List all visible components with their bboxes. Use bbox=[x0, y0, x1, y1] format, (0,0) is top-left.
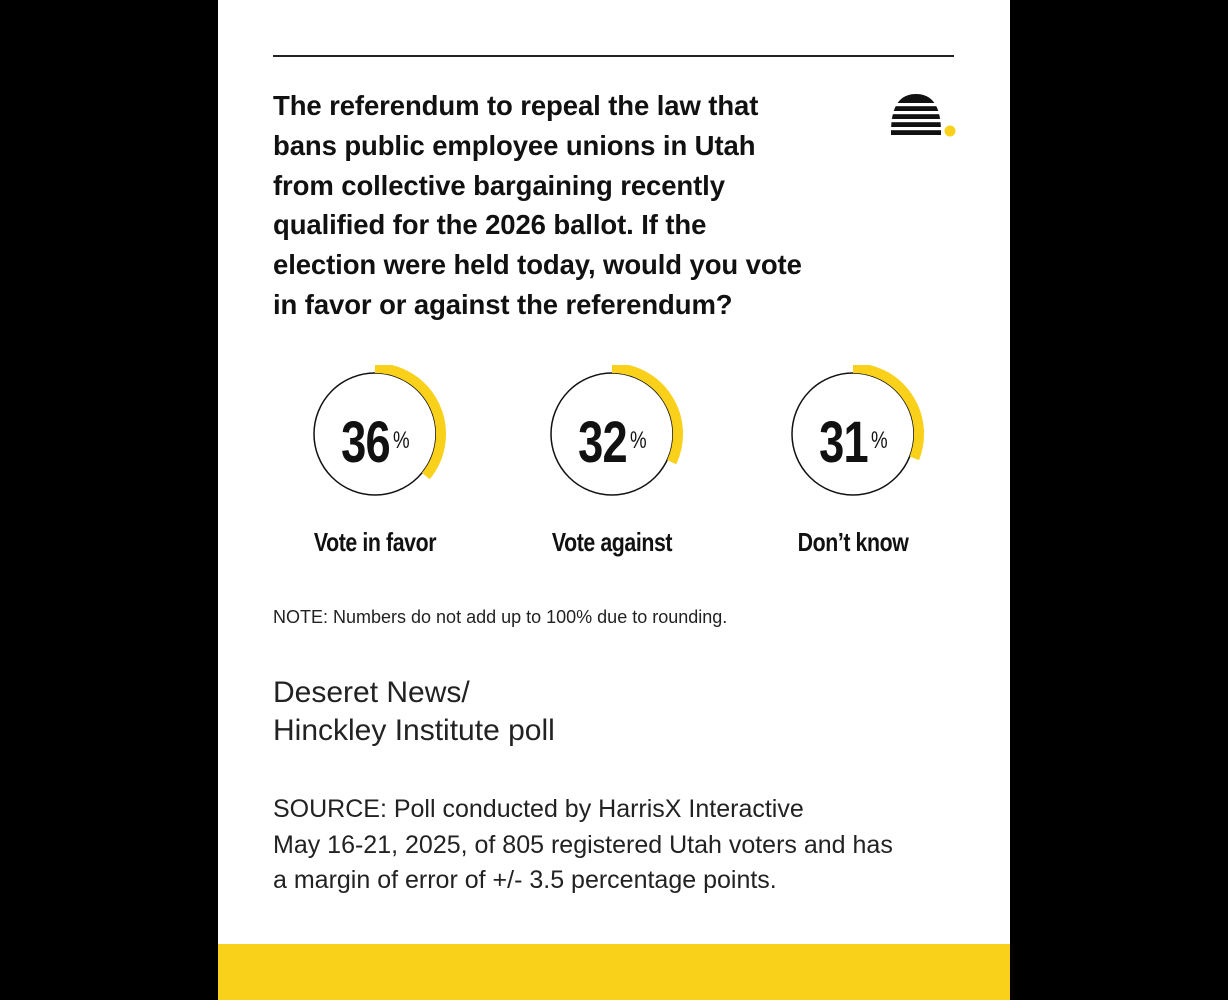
stat-number: 32 bbox=[578, 410, 627, 475]
source-line: SOURCE: Poll conducted by HarrisX Interactive bbox=[273, 795, 804, 823]
rounding-note: NOTE: Numbers do not add up to 100% due to rounding. bbox=[273, 607, 728, 627]
question-line: qualified for the 2026 ballot. If the bbox=[273, 209, 707, 241]
stat-vote-against bbox=[522, 365, 702, 575]
stat-label: Don’t know bbox=[797, 527, 909, 557]
percent-sign: % bbox=[871, 427, 887, 454]
beehive-icon bbox=[888, 90, 958, 142]
poll-name-line: Deseret News/ bbox=[273, 676, 470, 709]
stat-value bbox=[305, 411, 445, 475]
question-line: election were held today, would you vote bbox=[273, 249, 802, 281]
source-line: May 16-21, 2025, of 805 registered Utah voters and has bbox=[273, 830, 893, 859]
top-divider bbox=[273, 55, 954, 57]
poll-name bbox=[273, 674, 873, 750]
source-note bbox=[273, 792, 973, 899]
infographic-card bbox=[218, 0, 1010, 1000]
poll-name-line: Hinckley Institute poll bbox=[273, 714, 555, 747]
question-line: in favor or against the referendum? bbox=[273, 288, 733, 320]
source-line: a margin of error of +/- 3.5 percentage points. bbox=[273, 866, 777, 894]
percent-sign: % bbox=[630, 427, 646, 454]
stat-label: Vote in favor bbox=[313, 527, 437, 557]
stat-vote-in-favor bbox=[285, 365, 465, 575]
bottom-accent-band bbox=[218, 944, 1010, 1000]
stat-value bbox=[542, 411, 682, 475]
stat-value bbox=[783, 411, 923, 475]
percent-sign: % bbox=[393, 427, 409, 454]
poll-question bbox=[273, 86, 863, 325]
logo-dot bbox=[945, 126, 956, 137]
question-line: bans public employee unions in Utah bbox=[273, 129, 756, 161]
question-line: from collective bargaining recently bbox=[273, 169, 725, 201]
question-line: The referendum to repeal the law that bbox=[273, 90, 759, 121]
stat-dont-know bbox=[763, 365, 943, 575]
stat-number: 31 bbox=[819, 410, 868, 475]
stat-label: Vote against bbox=[551, 527, 673, 557]
stat-number: 36 bbox=[341, 410, 390, 475]
